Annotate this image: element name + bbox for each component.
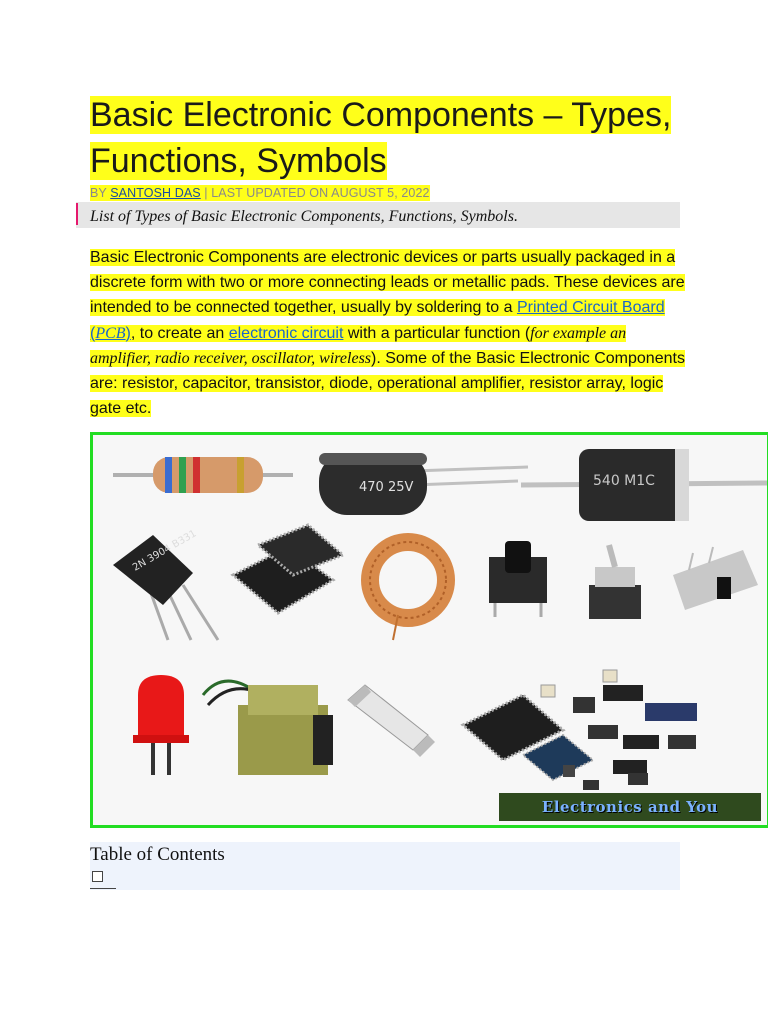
image-caption: List of Types of Basic Electronic Components, Functions, Symbols. [90, 208, 518, 225]
intro-text-3: with a particular function ( [343, 324, 531, 342]
byline-date: | LAST UPDATED ON AUGUST 5, 2022 [200, 186, 430, 200]
smd-components-icon [463, 670, 697, 790]
components-image [90, 432, 768, 828]
byline-prefix: BY [90, 186, 111, 200]
byline [90, 185, 430, 201]
inductor-icon [370, 542, 446, 640]
components-illustration [93, 435, 767, 825]
table-of-contents [90, 842, 680, 890]
intro-examples: for example an amplifier, radio receiver, oscillator, wireless [90, 324, 627, 367]
toggle-switch-icon [589, 545, 641, 619]
author-link[interactable]: SANTOSH DAS [110, 186, 201, 200]
pcb-link-abbr: PCB [95, 324, 126, 342]
transistor-marking: 2N 3904 B331 [131, 528, 199, 574]
diode-marking: 540 M1C [593, 473, 655, 489]
capacitor-marking: 470 25V [359, 480, 414, 495]
pcb-link-close: ) [125, 324, 131, 342]
fuse-icon [348, 685, 435, 757]
push-button-icon [489, 541, 547, 617]
intro-text-2: , to create an [130, 324, 229, 342]
title-line-2: Functions, Symbols [90, 142, 387, 180]
toc-underline [90, 888, 116, 889]
capacitor-icon [319, 453, 528, 515]
toc-toggle-checkbox[interactable] [92, 871, 103, 882]
intro-text-4: ). Some of the Basic Electronic Components are: resistor, capacitor, transistor, diode, operational amplifier, resistor array, logic gate etc. [90, 349, 685, 418]
slide-switch-icon [673, 547, 758, 610]
intro-paragraph [90, 245, 690, 421]
title-line-1: Basic Electronic Components – Types, [90, 96, 672, 134]
transistor-icon [113, 528, 218, 640]
pcb-link-text: Printed Circuit Board ( [90, 299, 665, 342]
article-title [90, 92, 680, 184]
led-icon [133, 675, 189, 775]
transformer-icon [203, 681, 333, 775]
text-caret [76, 203, 78, 225]
watermark-logo: Electronics and You [499, 793, 761, 821]
resistor-icon [113, 457, 293, 493]
intro-text-1: Basic Electronic Components are electronic devices or parts usually packaged in a discrete form with two or more connecting leads or metallic pads. These devices are intended to be connected together, usually by soldering to a [90, 249, 685, 317]
diode-icon [521, 449, 767, 521]
electronic-circuit-link[interactable]: electronic circuit [228, 324, 344, 342]
toc-title: Table of Contents [90, 844, 225, 865]
